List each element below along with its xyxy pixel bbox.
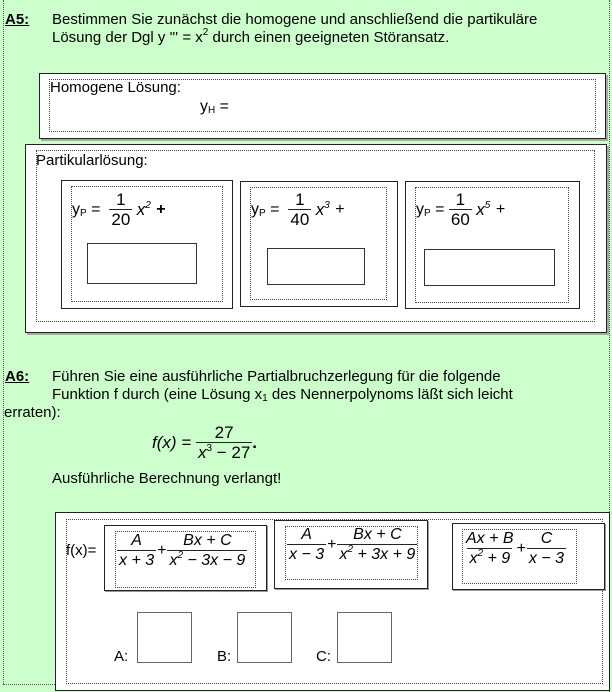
denominator [337,544,417,564]
den-exp: 2 [177,550,184,561]
yp-symbol [251,201,279,218]
den-rest: − 27 [212,443,251,462]
fraction-1 [287,526,326,564]
homogen-yh [200,98,229,116]
numerator: Bx + C [353,526,402,543]
plus-sign: + [495,201,506,218]
homogen-box [39,73,606,139]
yp-eq: = [265,201,280,219]
den-rest: + 9 [483,550,511,567]
exponent: 3 [324,200,330,211]
task-a6-line3: erraten): [4,404,61,421]
yp-sub: P [259,208,266,220]
exponent: 2 [145,200,151,211]
coef-a-input[interactable] [137,612,192,663]
coefficient-fraction [449,191,472,229]
option-1-expression [117,532,247,570]
plus-sign: + [157,542,167,559]
yp-sub: P [80,208,87,220]
numerator: Bx + C [183,532,232,549]
yp-eq: = [86,201,101,219]
power-term [316,200,330,219]
numerator: A [131,532,142,549]
fraction-numerator: 1 [116,190,126,209]
task-a5-line2-post: durch einen geeigneten Störansatz. [208,29,450,46]
task-a6-note: Ausführliche Berechnung verlangt! [52,470,282,487]
task-a6-line2-pre: Funktion f durch (eine Lösung x [52,386,263,403]
yp-y: y [416,201,424,219]
task-a5-line2 [52,29,449,46]
plus-sign: + [156,201,166,218]
coef-c-label: C: [316,648,331,665]
option-3-formula [416,191,506,229]
den-rest: + 3x + 9 [353,546,416,563]
den-var: x [197,443,207,462]
fraction-numerator: 1 [295,190,305,209]
den-var: x [169,552,178,569]
task-a6-label: A6: [5,368,30,385]
denominator [467,548,512,568]
yp-symbol [416,201,444,218]
yh-eq: = [215,98,230,115]
formula-denominator [196,442,252,462]
formula-fraction [196,424,252,462]
fraction-denominator: 60 [450,210,470,229]
fraction-denominator: 40 [290,210,310,229]
task-a6-line2-post: des Nennerpolynoms läßt sich leicht [267,386,513,403]
bottom-margin-line [3,684,57,685]
var: x [315,200,325,219]
den-exp: 2 [477,548,483,559]
den-exp: 3 [206,443,212,454]
den-var: x [469,550,478,567]
yp-y: y [251,201,259,219]
plus-sign: + [327,536,337,553]
formula-period: . [252,433,258,452]
fraction-2 [527,530,566,568]
partikular-option-1[interactable] [61,180,233,309]
den-exp: 2 [347,544,354,555]
task-a6-line2 [52,386,513,403]
den-rest: − 3x − 9 [183,552,246,569]
fx-label: f(x)= [66,542,97,559]
fraction-2 [167,532,247,570]
task-a5-label: A5: [5,11,30,28]
fraction-1 [464,530,516,568]
homogen-title: Homogene Lösung: [50,79,181,96]
task-a6-line1: Führen Sie eine ausführliche Partialbruchzerlegung für die folgende [52,368,501,385]
option-1-input[interactable] [87,243,197,284]
option-2-input[interactable] [267,248,365,285]
option-3-expression [464,530,566,568]
task-a5-line2-pre: Lösung der Dgl y ''' = x [52,29,203,46]
power-term [476,200,490,219]
yp-symbol [72,201,100,218]
yp-sub: P [424,208,431,220]
coef-a-label: A: [114,648,129,665]
denominator: x + 3 [119,552,155,569]
var: x [476,200,485,219]
task-a6-line2-sub: 1 [262,393,268,404]
coefficient-fraction [288,191,311,229]
decomposition-option-2[interactable] [274,520,428,589]
yp-eq: = [430,201,445,219]
yh-sub: H [208,105,216,116]
power-term [137,200,151,219]
denominator: x − 3 [528,550,565,567]
numerator: C [540,530,553,547]
var: x [136,200,146,219]
option-3-input[interactable] [424,249,555,286]
denominator: x − 3 [289,546,325,563]
fraction-denominator: 20 [111,210,131,229]
den-var: x [339,546,348,563]
partikular-title: Partikularlösung: [36,152,148,169]
option-2-expression [287,526,417,564]
numerator: A [301,526,312,543]
coef-c-input[interactable] [337,612,392,663]
partikular-option-3[interactable] [405,181,580,309]
coefficient-fraction [109,191,132,229]
option-1-formula [72,191,167,229]
task-a5-line2-exp: 2 [202,27,209,38]
formula-numerator: 27 [214,423,234,442]
formula-lhs: f(x) = [152,433,192,452]
plus-sign: + [516,540,526,557]
plus-sign: + [335,201,345,218]
coef-b-label: B: [217,648,232,665]
fraction-1 [117,532,156,570]
yp-y: y [72,201,80,219]
coef-b-input[interactable] [237,612,292,663]
partikular-option-2[interactable] [240,181,398,307]
fraction-numerator: 1 [455,190,466,209]
decomposition-option-1[interactable] [104,525,267,591]
fraction-2 [337,526,417,564]
yh-symbol: y [200,98,208,115]
task-a5-line1: Bestimmen Sie zunächst die homogene und anschließend die partikuläre [52,11,538,28]
function-formula [152,424,257,462]
exponent: 5 [484,200,491,211]
denominator [167,550,247,570]
left-margin-line [3,0,4,684]
decomposition-option-3[interactable] [452,523,605,590]
option-2-formula [251,191,346,229]
numerator: Ax + B [466,530,514,547]
